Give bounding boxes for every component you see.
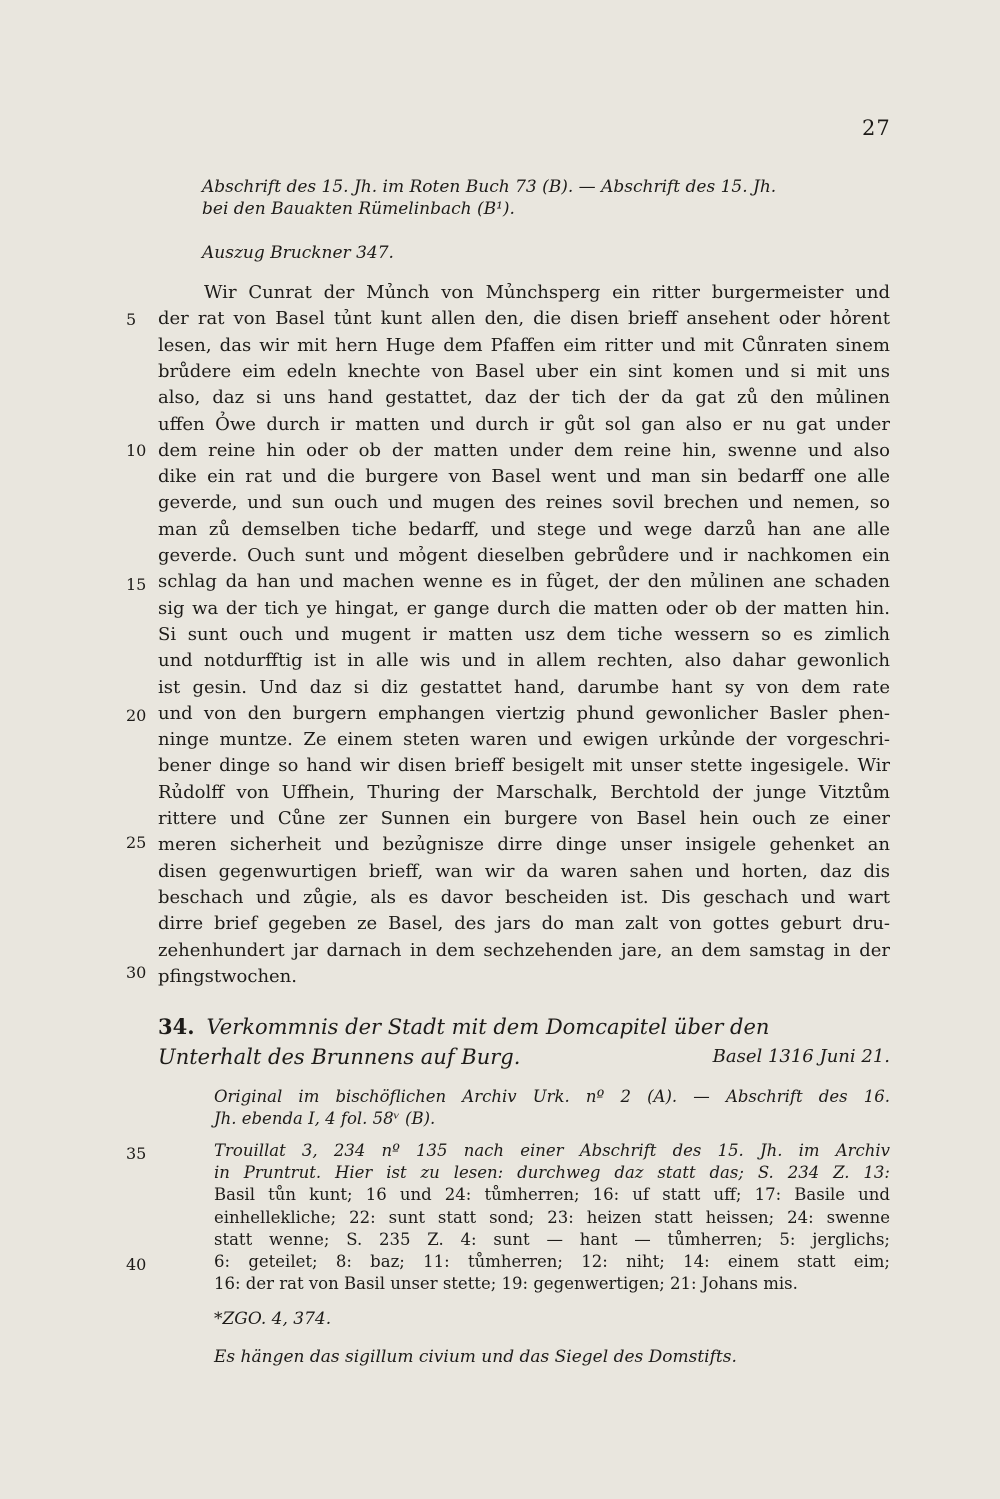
line-number: 15 [126,575,147,594]
line-number: 30 [126,963,147,982]
document-heading-line2 [158,1042,890,1072]
charter-line: also, daz si uns hand gestattet, daz der tich der da gat zů den mủlinen [158,387,890,409]
trouillat-line: 16: der rat von Basil unser stette; 19: gegenwertigen; 21: Johans mis. [214,1274,798,1294]
source-note-2: bei den Bauakten Rümelinbach (B¹). [202,199,515,219]
line-number: 10 [126,441,147,460]
charter-line: Wir Cunrat der Mủnch von Mủnchsperg ein ritter burgermeister und [204,282,890,303]
charter-line: uffen Ỏwe durch ir matten und durch ir gůt sol gan also er nu gat under [158,413,890,435]
charter-line: brůdere eim edeln knechte von Basel uber ein sint komen und si mit uns [158,360,890,382]
seals-note: Es hängen das sigillum civium und das Siegel des Domstifts. [214,1347,737,1367]
charter-line: Rủdolff von Uffhein, Thuring der Marschalk, Berchtold der junge Vitztům [158,781,890,803]
line-number: 25 [126,833,147,852]
line-number: 5 [126,310,137,329]
line-number: 35 [126,1144,147,1163]
source-34-2: Jh. ebenda I, 4 fol. 58ᵛ (B). [214,1109,436,1128]
line-number: 40 [126,1255,147,1274]
source-note-1: Abschrift des 15. Jh. im Roten Buch 73 (B). — Abschrift des 15. Jh. [202,177,777,197]
trouillat-line: Basil tůn kunt; 16 und 24: tůmherren; 16: uf statt uff; 17: Basile und [214,1185,890,1205]
charter-line: lesen, das wir mit hern Huge dem Pfaffen eim ritter und mit Cůnraten sinem [158,334,890,356]
charter-line: sig wa der tich ye hingat, er gange durch die matten oder ob der matten hin. [158,597,890,619]
charter-line: zehenhundert jar darnach in dem sechzehenden jare, an dem samstag in der [158,939,890,961]
zgo-reference: *ZGO. 4, 374. [214,1309,332,1329]
document-title-1: Verkommnis der Stadt mit dem Domcapitel über den [206,1015,770,1039]
source-note-3: Auszug Bruckner 347. [202,243,394,263]
trouillat-line: einhellekliche; 22: sunt statt sond; 23: heizen statt heissen; 24: swenne [214,1207,890,1227]
charter-line: bener dinge so hand wir disen brieff besigelt mit unser stette ingesigele. Wir [158,755,890,777]
charter-line: rittere und Cůne zer Sunnen ein burgere von Basel hein ouch ze einer [158,808,890,829]
document-number: 34. [158,1014,195,1039]
document-title-2: Unterhalt des Brunnens auf Burg. [158,1045,521,1069]
trouillat-line: Trouillat 3, 234 nº 135 nach einer Abschrift des 15. Jh. im Archiv [214,1141,890,1160]
document-place-date: Basel 1316 Juni 21. [712,1046,890,1067]
line-number: 20 [126,706,147,725]
document-heading-line1 [158,1012,890,1042]
charter-line: ninge muntze. Ze einem steten waren und ewigen urkủnde der vorgeschri- [158,729,890,751]
charter-line: schlag da han und machen wenne es in fủget, der den mủlinen ane schaden [158,571,890,593]
charter-line: pfingstwochen. [158,965,297,987]
charter-line: beschach und zůgie, als es davor bescheiden ist. Dis geschach und wart [158,886,890,908]
charter-line: dirre brief gegeben ze Basel, des jars do man zalt von gottes geburt dru- [158,913,890,935]
trouillat-line: in Pruntrut. Hier ist zu lesen: durchweg daz statt das; S. 234 Z. 13: [214,1163,890,1183]
charter-line: man zů demselben tiche bedarff, und stege und wege darzů han ane alle [158,518,890,540]
charter-line: und notdurfftig ist in alle wis und in allem rechten, also dahar gewonlich [158,650,890,672]
charter-line: dike ein rat und die burgere von Basel went und man sin bedarff one alle [158,466,890,488]
charter-line: ist gesin. Und daz si diz gestattet hand, darumbe hant sy von dem rate [158,676,890,698]
charter-line: disen gegenwurtigen brieff, wan wir da waren sahen und horten, daz dis [158,860,890,882]
charter-line: und von den burgern emphangen viertzig phund gewonlicher Basler phen- [158,702,890,724]
charter-line: dem reine hin oder ob der matten under dem reine hin, swenne und also [158,439,890,461]
charter-line: meren sicherheit und bezủgnisze dirre dinge unser insigele gehenket an [158,834,890,856]
charter-line: geverde. Ouch sunt und mỏgent dieselben gebrůdere und ir nachkomen ein [158,545,890,566]
charter-line: der rat von Basel tủnt kunt allen den, die disen brieff ansehent oder hỏrent [158,308,890,330]
trouillat-line: 6: geteilet; 8: baz; 11: tůmherren; 12: niht; 14: einem statt eim; [214,1252,890,1271]
charter-line: Si sunt ouch und mugent ir matten usz dem tiche wessern so es zimlich [158,623,890,645]
source-34-1: Original im bischöflichen Archiv Urk. nº 2 (A). — Abschrift des 16. [214,1087,890,1106]
page-number: 27 [862,116,891,140]
charter-line: geverde, und sun ouch und mugen des reines sovil brechen und nemen, so [158,492,890,514]
trouillat-line: statt wenne; S. 235 Z. 4: sunt — hant — tůmherren; 5: jerglichs; [214,1229,890,1249]
